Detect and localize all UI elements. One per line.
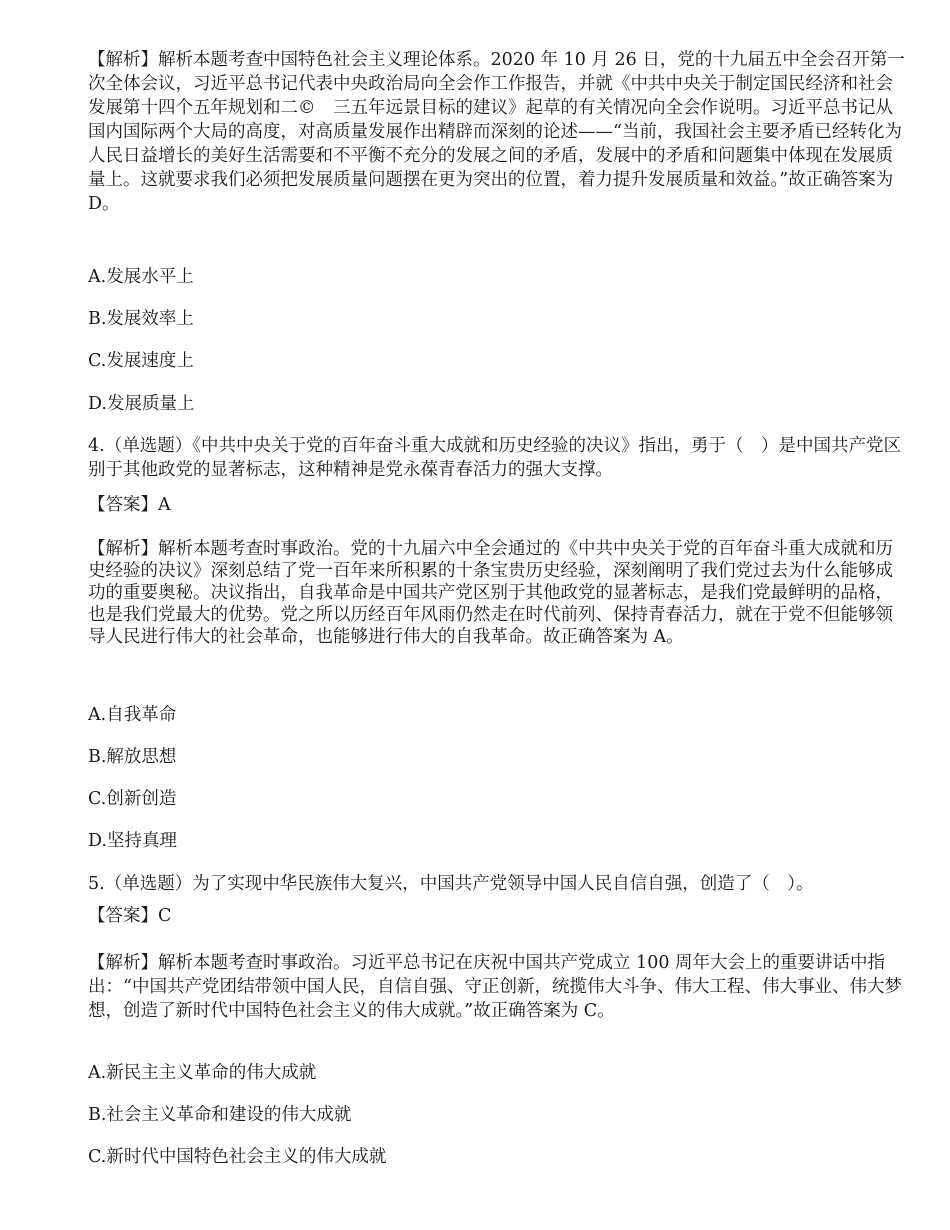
q3-option-c: C.发展速度上	[88, 351, 194, 371]
q5-analysis: 【解析】解析本题考查时事政治。习近平总书记在庆祝中国共产党成立 100 周年大会上的重要讲话中指出：“中国共产党团结带领中国人民，自信自强、守正创新，统揽伟大斗争、伟大工程、伟大事业、伟大梦想，创造了新时代中国特色社会主义的伟大成就。”故正确答案为 C。	[88, 953, 902, 1021]
q4-option-c: C.创新创造	[88, 789, 177, 809]
q5-question: 5.（单选题）为了实现中华民族伟大复兴，中国共产党领导中国人民自信自强，创造了（ ）。	[88, 874, 814, 894]
q3-option-b: B.发展效率上	[88, 309, 194, 329]
q4-option-a: A.自我革命	[88, 705, 177, 725]
q4-option-b: B.解放思想	[88, 747, 177, 767]
q5-answer: 【答案】C	[88, 906, 172, 926]
q4-answer: 【答案】A	[88, 495, 171, 515]
q3-option-d: D.发展质量上	[88, 394, 195, 414]
q5-option-a: A.新民主主义革命的伟大成就	[88, 1063, 317, 1083]
q3-analysis: 【解析】解析本题考查中国特色社会主义理论体系。2020 年 10 月 26 日，党的十九届五中全会召开第一次全体会议，习近平总书记代表中央政治局向全会作工作报告，并就《中共中央关于制定国民经济和社会发展第十四个五年规划和二© 三五年远景目标的建议》起草的有关情况向全会作说明。习近平总书记从国内国际两个大局的高度，对高质量发展作出精辟而深刻的论述——“当前，我国社会主要矛盾已经转化为人民日益增长的美好生活需要和不平衡不充分的发展之间的矛盾，发展中的矛盾和问题集中体现在发展质量上。这就要求我们必须把发展质量问题摆在更为突出的位置，着力提升发展质量和效益。”故正确答案为 D。	[88, 50, 905, 214]
q5-option-c: C.新时代中国特色社会主义的伟大成就	[88, 1147, 387, 1167]
q3-option-a: A.发展水平上	[88, 267, 194, 287]
q4-option-d: D.坚持真理	[88, 831, 177, 851]
q4-question: 4.（单选题）《中共中央关于党的百年奋斗重大成就和历史经验的决议》指出，勇于（ ）是中国共产党区别于其他政党的显著标志，这种精神是党永葆青春活力的强大支撑。	[88, 436, 901, 480]
q4-analysis: 【解析】解析本题考查时事政治。党的十九届六中全会通过的《中共中央关于党的百年奋斗重大成就和历史经验的决议》深刻总结了党一百年来所积累的十条宝贵历史经验，深刻阐明了我们党过去为什么能够成功的重要奥秘。决议指出，自我革命是中国共产党区别于其他政党的显著标志，是我们党最鲜明的品格，也是我们党最大的优势。党之所以历经百年风雨仍然走在时代前列、保持青春活力，就在于党不但能够领导人民进行伟大的社会革命，也能够进行伟大的自我革命。故正确答案为 A。	[88, 539, 893, 647]
q5-option-b: B.社会主义革命和建设的伟大成就	[88, 1105, 352, 1125]
